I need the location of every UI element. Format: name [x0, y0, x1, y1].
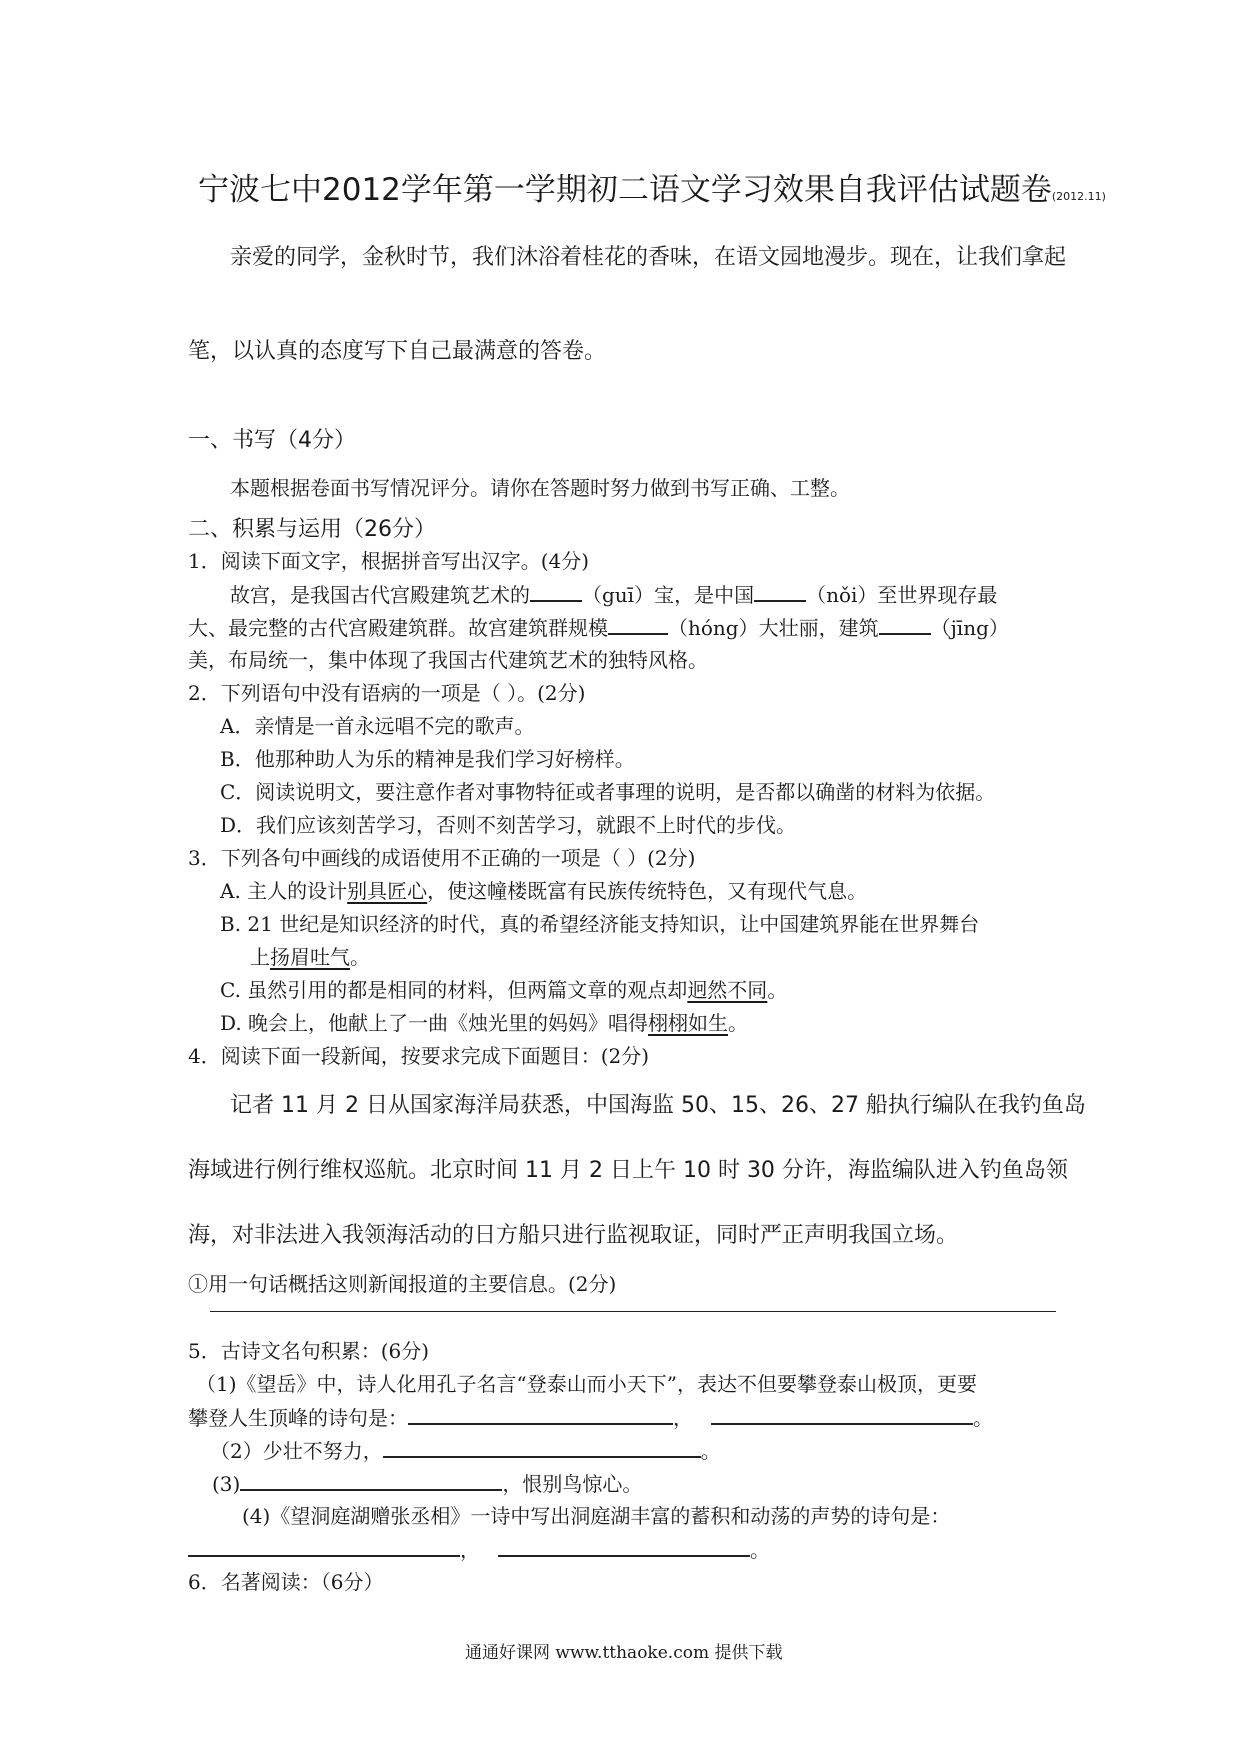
q3-text: 。 [728, 1011, 749, 1035]
q1-text: （guī）宝，是中国 [582, 583, 755, 607]
intro-line-1: 亲爱的同学，金秋时节，我们沐浴着桂花的香味，在语文园地漫步。现在，让我们拿起 [230, 245, 1067, 270]
q5-item-4: (4)《望洞庭湖赠张丞相》一诗中写出洞庭湖丰富的蓄积和动荡的声势的诗句是： [242, 1504, 951, 1528]
q2-stem: 2．下列语句中没有语病的一项是（ ）。(2分) [188, 681, 586, 705]
q2-option-b[interactable]: B．他那种助人为乐的精神是我们学习好榜样。 [220, 747, 635, 771]
q5-stem: 5．古诗文名句积累：(6分) [188, 1339, 430, 1363]
q5-item-2 [210, 1434, 721, 1464]
underlined-idiom: 别具匠心 [347, 879, 428, 903]
answer-blank[interactable] [711, 1401, 973, 1425]
q2-option-a[interactable]: A．亲情是一首永远唱不完的歌声。 [220, 714, 535, 738]
q1-line-3: 美，布局统一，集中体现了我国古代建筑艺术的独特风格。 [188, 648, 708, 672]
q3-option-a[interactable] [220, 875, 867, 904]
answer-blank[interactable] [408, 1401, 673, 1425]
q1-text: （hóng）大壮丽，建筑 [668, 616, 879, 640]
title-date: (2012.11) [1051, 190, 1106, 203]
q5-text: 攀登人生顶峰的诗句是： [188, 1406, 408, 1430]
q3-text: A. 主人的设计 [220, 879, 348, 903]
answer-blank[interactable] [498, 1533, 750, 1557]
underlined-idiom: 扬眉吐气 [270, 945, 350, 969]
underlined-idiom: 迥然不同 [687, 978, 768, 1002]
q5-text: (3) [212, 1472, 241, 1496]
q1-text: （nǒi）至世界现存最 [806, 583, 998, 607]
q1-text: （jīng） [930, 616, 1009, 640]
q5-text: ，恨别鸟惊心。 [502, 1472, 643, 1496]
answer-blank[interactable] [754, 578, 806, 602]
q3-text: 。 [767, 978, 788, 1002]
answer-blank[interactable] [240, 1467, 502, 1491]
q1-text: 故宫，是我国古代宫殿建筑艺术的 [230, 583, 530, 607]
q5-text: 。 [973, 1406, 993, 1430]
answer-blank[interactable] [383, 1434, 701, 1458]
q3-text: 。 [350, 945, 370, 969]
answer-line[interactable] [210, 1311, 1056, 1312]
q3-option-b[interactable]: B. 21 世纪是知识经济的时代，真的希望经济能支持知识，让中国建筑界能在世界舞台 [220, 912, 980, 936]
q1-line-1 [230, 578, 997, 608]
answer-blank[interactable] [188, 1533, 460, 1557]
q4-stem: 4．阅读下面一段新闻，按要求完成下面题目：(2分) [188, 1044, 650, 1068]
news-line-2: 海域进行例行维权巡航。北京时间 11 月 2 日上午 10 时 30 分许，海监编队进入钓鱼岛领 [188, 1158, 1068, 1183]
q5-item-4-cont [188, 1533, 770, 1563]
q1-stem: 1．阅读下面文字，根据拼音写出汉字。(4分) [188, 549, 590, 573]
title-main: 宁波七中2012学年第一学期初二语文学习效果自我评估试题卷 [198, 172, 1052, 208]
q3-text: C. 虽然引用的都是相同的材料，但两篇文章的观点却 [220, 978, 688, 1002]
q3-option-b-cont [250, 941, 370, 970]
footer-source: 通通好课网 www.tthaoke.com 提供下载 [465, 1643, 783, 1663]
q5-text: 。 [750, 1538, 770, 1562]
q5-item-1-cont [188, 1401, 993, 1431]
answer-blank[interactable] [530, 578, 582, 602]
q2-option-c[interactable]: C．阅读说明文，要注意作者对事物特征或者事理的说明，是否都以确凿的材料为依据。 [220, 780, 996, 804]
underlined-idiom: 栩栩如生 [648, 1011, 729, 1035]
q3-stem: 3．下列各句中画线的成语使用不正确的一项是（ ）(2分) [188, 846, 696, 870]
news-line-3: 海，对非法进入我领海活动的日方船只进行监视取证，同时严正声明我国立场。 [188, 1223, 959, 1248]
answer-blank[interactable] [608, 611, 668, 635]
q1-line-2 [188, 611, 1009, 641]
section-2-heading: 二、积累与运用（26分） [188, 517, 436, 542]
q5-text: ， [460, 1538, 480, 1562]
answer-blank[interactable] [879, 611, 931, 635]
q1-text: 大、最完整的古代宫殿建筑群。故宫建筑群规模 [188, 616, 608, 640]
q3-text: 上 [250, 945, 270, 969]
q5-text: ， [673, 1406, 693, 1430]
section-1-text: 本题根据卷面书写情况评分。请你在答题时努力做到书写正确、工整。 [230, 476, 850, 500]
q3-text: D. 晚会上，他献上了一曲《烛光里的妈妈》唱得 [220, 1011, 649, 1035]
exam-title [198, 164, 1106, 209]
q5-item-3 [212, 1467, 642, 1497]
q4-subquestion-1: ①用一句话概括这则新闻报道的主要信息。(2分) [188, 1272, 617, 1296]
q5-item-1: （1)《望岳》中，诗人化用孔子名言“登泰山而小天下”，表达不但要攀登泰山极顶，更要 [196, 1372, 977, 1396]
q3-option-d[interactable] [220, 1007, 748, 1036]
news-line-1: 记者 11 月 2 日从国家海洋局获悉，中国海监 50、15、26、27 船执行编队在我钓鱼岛 [230, 1093, 1086, 1118]
intro-line-2: 笔，以认真的态度写下自己最满意的答卷。 [188, 339, 607, 364]
q5-text: 。 [700, 1439, 721, 1463]
section-1-heading: 一、书写（4分） [188, 428, 356, 453]
q2-option-d[interactable]: D．我们应该刻苦学习，否则不刻苦学习，就跟不上时代的步伐。 [220, 813, 797, 837]
q5-text: （2）少壮不努力， [210, 1439, 383, 1463]
q3-option-c[interactable] [220, 974, 787, 1003]
q6-stem: 6．名著阅读：（6分） [188, 1570, 384, 1594]
q3-text: ，使这幢楼既富有民族传统特色，又有现代气息。 [427, 879, 868, 903]
